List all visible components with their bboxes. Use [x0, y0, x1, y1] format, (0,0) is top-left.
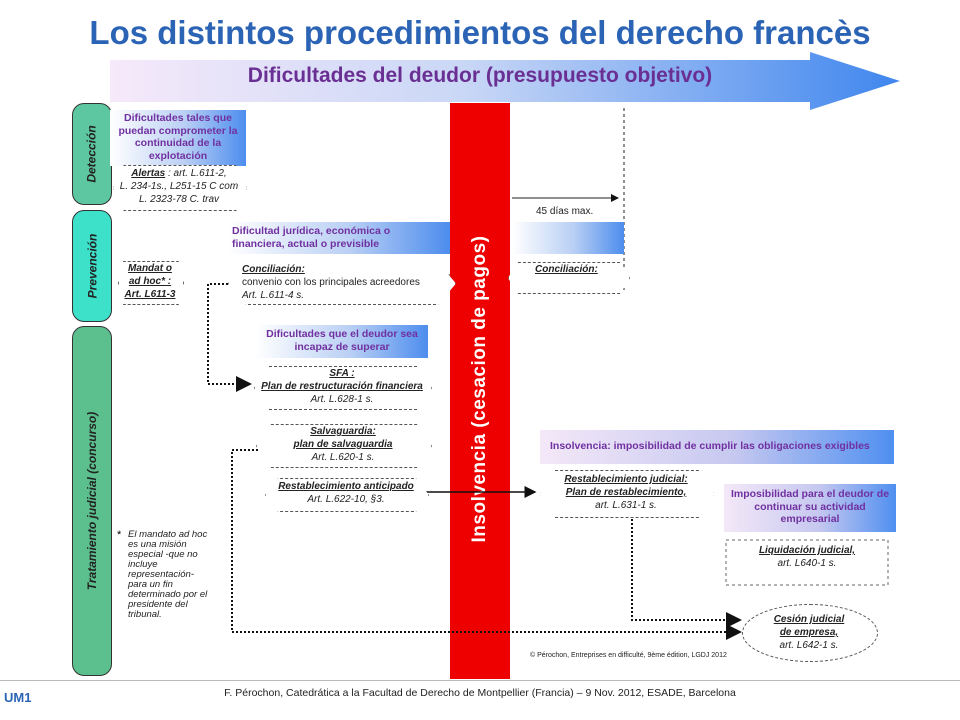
sfa-line3: Art. L.628-1 s. — [310, 394, 374, 405]
anticipado-line1: Restablecimiento anticipado — [278, 481, 414, 492]
legal-difficulty-box-right — [512, 222, 624, 254]
footnote-star: * — [117, 529, 122, 541]
alertas-line2: L. 234-1s., L251-15 C com — [119, 181, 239, 192]
legal-difficulty-box — [228, 222, 450, 254]
legal-difficulty-line: Dificultad jurídica, económica o — [232, 225, 391, 237]
footnote-line: representación- — [128, 569, 195, 580]
conciliacion-desc: convenio con los principales acreedores — [242, 277, 420, 288]
salvaguardia-line1: Salvaguardia: — [310, 426, 376, 437]
detection-difficulties-box — [110, 110, 246, 166]
detection-difficulties-line: Dificultades tales que — [124, 112, 232, 124]
footnote-line: presidente del — [128, 599, 188, 610]
footer-divider — [0, 680, 960, 681]
alertas-line3: L. 2323-78 C. trav — [138, 194, 220, 205]
mandat-line3: Art. L611-3 — [124, 289, 176, 300]
anticipado-line2: Art. L.622-10, §3. — [307, 494, 385, 505]
alertas-label: Alertas — [131, 168, 166, 179]
detection-difficulties-line: continuidad de la — [134, 137, 222, 149]
cannot-overcome-box — [256, 325, 428, 358]
restablecimiento-line1: Restablecimiento judicial: — [564, 474, 688, 485]
university-logo — [4, 690, 32, 716]
footnote-line: para un fin — [128, 579, 173, 590]
phase-deteccion-label: Detección — [85, 125, 100, 183]
footnote-line: es una misión — [128, 539, 187, 550]
sfa-line2: Plan de restructuración financiera — [261, 381, 423, 392]
footnote-line: determinado por el — [128, 589, 208, 600]
footnote-line: especial -que no — [128, 549, 198, 560]
page-title: Los distintos procedimientos del derecho francès — [89, 14, 871, 51]
detection-difficulties-line: explotación — [148, 149, 208, 162]
insolvency-definition-box: Insolvencia: imposibilidad de cumplir las obligaciones exigibles — [540, 430, 894, 464]
impossibility-box — [724, 484, 896, 532]
liquidacion-line2: art. L640-1 s. — [777, 558, 837, 569]
days-max-label: 45 días max. — [536, 206, 594, 217]
insolvency-label: Insolvencia (cesacion de pagos) — [469, 235, 490, 543]
phase-prevencion-label: Prevención — [85, 233, 100, 299]
footnote-line: El mandato ad hoc — [128, 529, 208, 540]
impossibility-line: Imposibilidad para el deudor de — [730, 488, 890, 500]
phase-tratamiento-label: Tratamiento judicial (concurso) — [85, 411, 100, 591]
footer-text: F. Pérochon, Catedrática a la Facultad de Derecho de Montpellier (Francia) – 9 Nov. 2012, ESADE, Barcelona — [224, 687, 736, 699]
mandat-line1: Mandat o — [128, 263, 172, 274]
logo-text: UM1 — [4, 690, 32, 705]
cannot-overcome-line: incapaz de superar — [294, 340, 390, 353]
sfa-line1: SFA : — [329, 368, 355, 379]
conciliacion-article: Art. L.611-4 s. — [242, 290, 305, 301]
cesion-line3: art. L642-1 s. — [779, 640, 839, 651]
conciliacion-right-label: Conciliación: — [535, 264, 598, 275]
conciliacion-label: Conciliación: — [242, 264, 305, 275]
liquidacion-line1: Liquidación judicial, — [758, 545, 856, 556]
alertas-line1 — [113, 168, 245, 179]
alertas-text: : art. L.611-2, — [165, 168, 227, 179]
impossibility-line: continuar su actividad — [754, 500, 866, 513]
cesion-line1: Cesión judicial — [773, 614, 845, 625]
legal-difficulty-line: financiera, actual o previsible — [232, 237, 380, 250]
restablecimiento-line3: art. L.631-1 s. — [595, 500, 657, 511]
restablecimiento-line2: Plan de restablecimiento, — [565, 487, 687, 498]
mandat-line2: ad hoc* : — [128, 276, 172, 287]
salvaguardia-line3: Art. L.620-1 s. — [311, 452, 375, 463]
cannot-overcome-line: Dificultades que el deudor sea — [266, 328, 418, 340]
cesion-line2: de empresa, — [779, 627, 839, 638]
copyright-note: © Pérochon, Entreprises en difficulté, 9ème édition, LGDJ 2012 — [530, 652, 727, 659]
impossibility-line: empresarial — [780, 513, 840, 525]
footnote — [128, 530, 207, 620]
detection-difficulties-line: puedan comprometer la — [118, 124, 238, 137]
salvaguardia-line2: plan de salvaguardia — [293, 439, 393, 450]
footnote-line: tribunal. — [128, 609, 162, 620]
banner-label: Dificultades del deudor (presupuesto objetivo) — [247, 64, 713, 87]
footnote-line: incluye — [128, 559, 158, 570]
